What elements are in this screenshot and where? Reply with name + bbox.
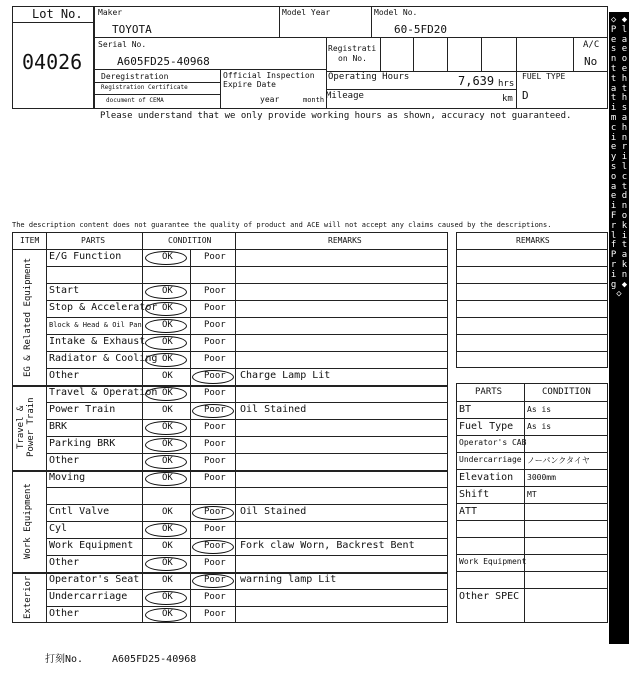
spec-part: Shift <box>459 489 490 500</box>
registration-certificate-label: Registration Certificate <box>101 84 188 91</box>
disclaimer: The description content does not guarantee the quality of product and ACE will not accept any claims caused by the descriptions. <box>12 221 552 229</box>
spec-part: ATT <box>459 506 478 517</box>
model-no-value: 60-5FD20 <box>394 23 447 36</box>
serial-no-value: A605FD25-40968 <box>117 55 210 68</box>
spec-part: Operator's CAB <box>459 438 527 447</box>
spec-part: Elevation <box>459 472 514 483</box>
operating-hours-value: 7,639 <box>458 74 495 88</box>
ok-circle-mark <box>145 472 187 486</box>
ok-circle-mark <box>145 438 187 452</box>
ok-circle-mark <box>145 557 187 571</box>
condition-poor: Poor <box>204 422 226 432</box>
condition-poor: Poor <box>204 320 226 330</box>
lot-no-label: Lot No. <box>32 7 83 21</box>
spec-value: MT <box>527 490 537 499</box>
spec-part: Undercarriage <box>459 455 522 464</box>
group-label: Travel & Power Train <box>16 397 36 458</box>
condition-ok: OK <box>162 575 173 585</box>
maker-label: Maker <box>98 8 123 17</box>
condition-poor: Poor <box>204 609 226 619</box>
poor-circle-mark <box>192 506 234 520</box>
group-label: Exterior <box>23 575 33 619</box>
part-label: Block & Head & Oil Pan <box>49 321 142 329</box>
condition-ok: OK <box>162 541 173 551</box>
year-label: year <box>260 95 280 104</box>
part-label: Undercarriage <box>49 591 128 602</box>
part-label: Travel & Operation <box>49 387 158 398</box>
header-condition: CONDITION <box>168 236 212 245</box>
condition-ok: OK <box>162 456 173 466</box>
condition-poor: Poor <box>204 303 226 313</box>
condition-poor: Poor <box>204 439 226 449</box>
group-label: Work Equipment <box>23 483 33 559</box>
spec-divider <box>456 554 608 555</box>
model-year-label: Model Year <box>282 8 331 17</box>
condition-poor: Poor <box>204 286 226 296</box>
condition-ok: OK <box>162 609 173 619</box>
remark-line <box>456 351 608 352</box>
part-label: Intake & Exhaust <box>49 336 146 347</box>
spec-value: 3000mm <box>527 473 556 482</box>
spec-part: Other SPEC <box>459 591 520 602</box>
ok-circle-mark <box>145 319 187 333</box>
group-label: EG & Related Equipment <box>23 257 33 377</box>
deregistration-label: Deregistration <box>101 72 169 81</box>
remark-line <box>456 317 608 318</box>
spec-divider <box>456 452 608 453</box>
condition-poor: Poor <box>204 507 226 517</box>
remark-text: Charge Lamp Lit <box>240 370 331 381</box>
part-label: Other <box>49 557 80 568</box>
row-divider <box>46 334 448 335</box>
ok-circle-mark <box>145 336 187 350</box>
ac-label: A/C <box>583 40 600 50</box>
ok-circle-mark <box>145 387 187 401</box>
row-divider <box>46 606 448 607</box>
spec-divider <box>456 588 608 589</box>
ok-circle-mark <box>145 302 187 316</box>
location-sidebar: ◇ ◆ P l e a s e n o t e t h a t t h i s m a c h i n e r y i s l o c a t e d i n F o r k l i f t P a r k i n g ◆ ◇ <box>609 12 629 644</box>
stamp-label: 打刻No. <box>45 654 84 665</box>
row-divider <box>46 504 448 505</box>
condition-poor: Poor <box>204 371 226 381</box>
row-divider <box>46 402 448 403</box>
spec-value: As is <box>527 422 552 431</box>
part-label: Cntl Valve <box>49 506 110 517</box>
row-divider <box>46 351 448 352</box>
row-divider <box>46 521 448 522</box>
spec-divider <box>456 520 608 521</box>
row-divider <box>46 283 448 284</box>
remark-text: Oil Stained <box>240 404 307 415</box>
row-divider <box>46 368 448 369</box>
condition-poor: Poor <box>204 354 226 364</box>
condition-ok: OK <box>162 422 173 432</box>
mileage-label: Mileage <box>326 91 364 101</box>
header-item: ITEM <box>20 236 40 245</box>
row-divider <box>46 317 448 318</box>
stamp-value: A605FD25-40968 <box>112 654 197 665</box>
spec-divider <box>456 401 608 402</box>
fuel-type-value: D <box>522 89 529 102</box>
poor-circle-mark <box>192 574 234 588</box>
row-divider <box>46 487 448 488</box>
registration-label-2: on No. <box>338 54 367 63</box>
ok-circle-mark <box>145 455 187 469</box>
model-no-label: Model No. <box>374 8 418 17</box>
condition-ok: OK <box>162 439 173 449</box>
part-label: Cyl <box>49 523 68 534</box>
condition-ok: OK <box>162 354 173 364</box>
row-divider <box>46 300 448 301</box>
spec-condition-header: CONDITION <box>542 387 591 397</box>
header-parts: PARTS <box>81 236 106 245</box>
remark-text: Oil Stained <box>240 506 307 517</box>
operating-hours-label: Operating Hours <box>328 72 410 82</box>
ok-circle-mark <box>145 608 187 622</box>
condition-ok: OK <box>162 473 173 483</box>
remark-line <box>456 283 608 284</box>
condition-poor: Poor <box>204 252 226 262</box>
spec-parts-header: PARTS <box>475 387 503 397</box>
spec-part: Fuel Type <box>459 421 514 432</box>
spec-part: BT <box>459 404 472 415</box>
condition-poor: Poor <box>204 405 226 415</box>
condition-poor: Poor <box>204 592 226 602</box>
inspection-label-1: Official Inspection <box>223 71 315 80</box>
ok-circle-mark <box>145 523 187 537</box>
condition-poor: Poor <box>204 473 226 483</box>
row-divider <box>46 266 448 267</box>
spec-value: As is <box>527 405 552 414</box>
remark-text: warning lamp Lit <box>240 574 337 585</box>
condition-ok: OK <box>162 507 173 517</box>
fuel-type-label: FUEL TYPE <box>522 72 566 81</box>
part-label: BRK <box>49 421 68 432</box>
part-label: E/G Function <box>49 251 122 262</box>
condition-ok: OK <box>162 388 173 398</box>
ok-circle-mark <box>145 285 187 299</box>
spec-divider <box>456 503 608 504</box>
spec-divider <box>456 571 608 572</box>
condition-poor: Poor <box>204 388 226 398</box>
condition-ok: OK <box>162 524 173 534</box>
remark-line <box>456 334 608 335</box>
spec-divider <box>456 418 608 419</box>
serial-no-label: Serial No. <box>98 40 147 49</box>
part-label: Radiator & Cooling <box>49 353 158 364</box>
registration-label-1: Registrati <box>328 44 377 53</box>
maker-value: TOYOTA <box>112 23 152 36</box>
part-label: Other <box>49 370 80 381</box>
spec-part: Work Equipment <box>459 557 527 566</box>
spec-value: ノーパンクタイヤ <box>527 456 590 465</box>
hours-note: Please understand that we only provide working hours as shown, accuracy not guaranteed. <box>100 111 572 121</box>
part-label: Parking BRK <box>49 438 116 449</box>
poor-circle-mark <box>192 370 234 384</box>
cema-label: document of CEMA <box>106 97 164 104</box>
condition-ok: OK <box>162 405 173 415</box>
inspection-label-2: Expire Date <box>223 80 276 89</box>
spec-divider <box>456 537 608 538</box>
ac-value: No <box>584 55 598 68</box>
spec-divider <box>456 435 608 436</box>
ok-circle-mark <box>145 591 187 605</box>
row-divider <box>46 555 448 556</box>
right-remarks-header: REMARKS <box>516 236 550 245</box>
condition-ok: OK <box>162 592 173 602</box>
ok-circle-mark <box>145 421 187 435</box>
part-label: Stop & Accelerator <box>49 302 158 313</box>
part-label: Other <box>49 455 80 466</box>
row-divider <box>46 453 448 454</box>
ok-circle-mark <box>145 251 187 265</box>
poor-circle-mark <box>192 540 234 554</box>
condition-ok: OK <box>162 371 173 381</box>
row-divider <box>46 589 448 590</box>
row-divider <box>46 538 448 539</box>
condition-ok: OK <box>162 337 173 347</box>
spec-divider <box>456 486 608 487</box>
condition-ok: OK <box>162 558 173 568</box>
month-label: month <box>303 96 325 104</box>
part-label: Operator's Seat <box>49 574 140 585</box>
spec-divider <box>456 469 608 470</box>
condition-ok: OK <box>162 320 173 330</box>
remark-line <box>456 266 608 267</box>
condition-poor: Poor <box>204 575 226 585</box>
condition-ok: OK <box>162 303 173 313</box>
hrs-unit: hrs <box>498 79 515 89</box>
remark-line <box>456 300 608 301</box>
row-divider <box>46 419 448 420</box>
condition-poor: Poor <box>204 456 226 466</box>
ok-circle-mark <box>145 353 187 367</box>
row-divider <box>46 436 448 437</box>
condition-ok: OK <box>162 286 173 296</box>
part-label: Moving <box>49 472 86 483</box>
km-unit: km <box>502 94 513 104</box>
condition-poor: Poor <box>204 558 226 568</box>
condition-ok: OK <box>162 252 173 262</box>
part-label: Other <box>49 608 80 619</box>
part-label: Work Equipment <box>49 540 134 551</box>
condition-poor: Poor <box>204 524 226 534</box>
condition-poor: Poor <box>204 541 226 551</box>
header-remarks: REMARKS <box>328 236 362 245</box>
part-label: Power Train <box>49 404 116 415</box>
remark-text: Fork claw Worn, Backrest Bent <box>240 540 415 551</box>
condition-poor: Poor <box>204 337 226 347</box>
part-label: Start <box>49 285 80 296</box>
remark-line <box>456 249 608 250</box>
lot-no-value: 04026 <box>22 50 83 74</box>
poor-circle-mark <box>192 404 234 418</box>
